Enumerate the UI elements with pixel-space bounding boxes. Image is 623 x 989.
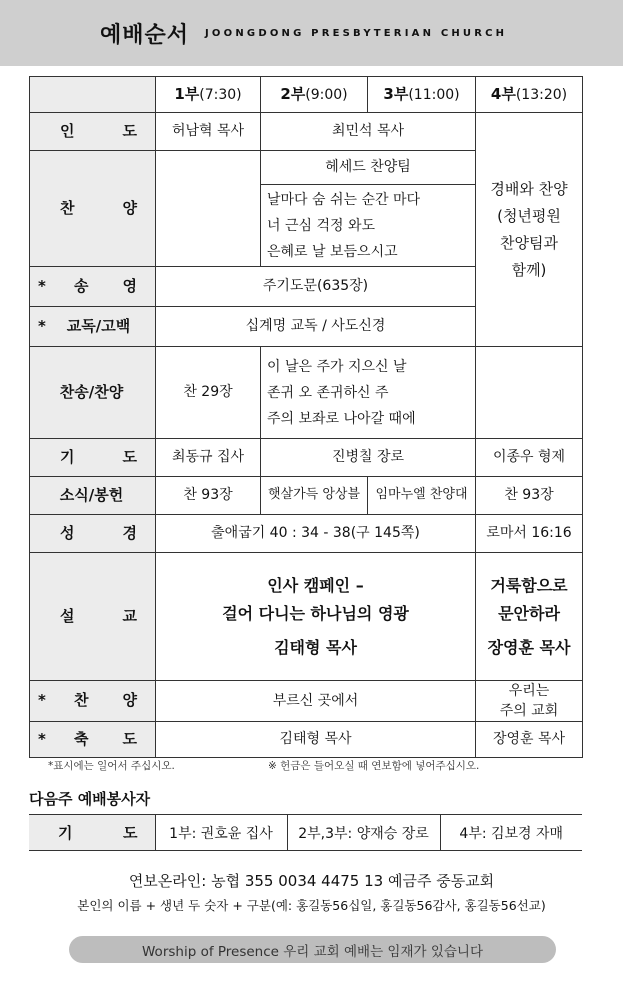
closing-praise-service13: 부르신 곳에서 [156,681,476,722]
doxology-value: 주기도문(635장) [156,267,476,307]
service-1-header: 1부(7:30) [156,77,261,113]
label-benediction: * 축 도 [30,722,156,758]
service-2-header: 2부(9:00) [261,77,368,113]
closing-praise-service4: 우리는 주의 교회 [476,681,583,722]
scripture-service13: 출애굽기 40 : 34 - 38(구 145쪽) [156,515,476,553]
label-praise: 찬 양 [30,151,156,267]
offering-service1: 찬 93장 [156,477,261,515]
footer-banner: Worship of Presence 우리 교회 예배는 임재가 있습니다 [69,936,556,963]
label-doxology: * 송 영 [30,267,156,307]
prayer-service23: 진병칠 장로 [261,439,476,477]
label-sermon: 설 교 [30,553,156,681]
offering-service2: 햇살가득 앙상블 [261,477,368,515]
lead-service23: 최민석 목사 [261,113,476,151]
offering-note: ※ 헌금은 들어오실 때 연보함에 넣어주십시오. [268,760,480,772]
label-prayer: 기 도 [30,439,156,477]
sermon-service4: 거룩함으로 문안하라 장영훈 목사 [476,553,583,681]
label-lead: 인 도 [30,113,156,151]
stand-note: *표시에는 일어서 주십시오. [48,760,175,772]
worship-order-table [29,76,583,758]
row-lead [30,113,583,151]
hymn-service1: 찬 29장 [156,347,261,439]
label-confession: * 교독/고백 [30,307,156,347]
row-prayer [30,439,583,477]
prayer-service1: 최동규 집사 [156,439,261,477]
benediction-service4: 장영훈 목사 [476,722,583,758]
hymn-service4 [476,347,583,439]
praise-lyrics: 날마다 숨 쉬는 순간 마다 너 근심 걱정 와도 은혜로 날 보듬으시고 [261,185,476,267]
lead-service1: 허남혁 목사 [156,113,261,151]
church-name: JOONGDONG PRESBYTERIAN CHURCH [205,27,508,39]
offering-service3: 임마누엘 찬양대 [368,477,476,515]
row-hymn [30,347,583,439]
online-offering-account: 연보온라인: 농협 355 0034 4475 13 예금주 중동교회 [128,872,495,890]
confession-value: 십계명 교독 / 사도신경 [156,307,476,347]
next-week-title: 다음주 예배봉사자 [29,790,151,808]
corner-cell [30,77,156,113]
prayer-service4: 이종우 형제 [476,439,583,477]
row-offering [30,477,583,515]
praise-team: 헤세드 찬양팀 [261,151,476,185]
service-header-row [30,77,583,113]
label-hymn: 찬송/찬양 [30,347,156,439]
label-offering: 소식/봉헌 [30,477,156,515]
online-offering-instructions: 본인의 이름 + 생년 두 숫자 + 구분(예: 홍길동56십일, 홍길동56감사, 홍길동56선교) [77,898,546,913]
next-week-service1: 1부: 권호윤 집사 [155,815,287,851]
next-week-service4: 4부: 김보경 자매 [440,815,582,851]
page-title: 예배순서 [100,22,190,48]
row-benediction [30,722,583,758]
label-closing-praise: * 찬 양 [30,681,156,722]
next-week-label: 기 도 [29,815,155,851]
label-scripture: 성 경 [30,515,156,553]
hymn-lyrics: 이 날은 주가 지으신 날 존귀 오 존귀하신 주 주의 보좌로 나아갈 때에 [261,347,476,439]
scripture-service4: 로마서 16:16 [476,515,583,553]
header-bar [0,0,623,66]
benediction-service13: 김태형 목사 [156,722,476,758]
sermon-service13: 인사 캠페인 – 걸어 다니는 하나님의 영광 김태형 목사 [156,553,476,681]
row-scripture [30,515,583,553]
next-week-service23: 2부,3부: 양재승 장로 [287,815,440,851]
praise-service1 [156,151,261,267]
offering-service4: 찬 93장 [476,477,583,515]
row-sermon [30,553,583,681]
row-closing-praise [30,681,583,722]
next-week-table [29,814,582,851]
service-3-header: 3부(11:00) [368,77,476,113]
service-4-header: 4부(13:20) [476,77,583,113]
service4-praise-cell: 경배와 찬양 (청년평원 찬양팀과 함께) [476,113,583,347]
